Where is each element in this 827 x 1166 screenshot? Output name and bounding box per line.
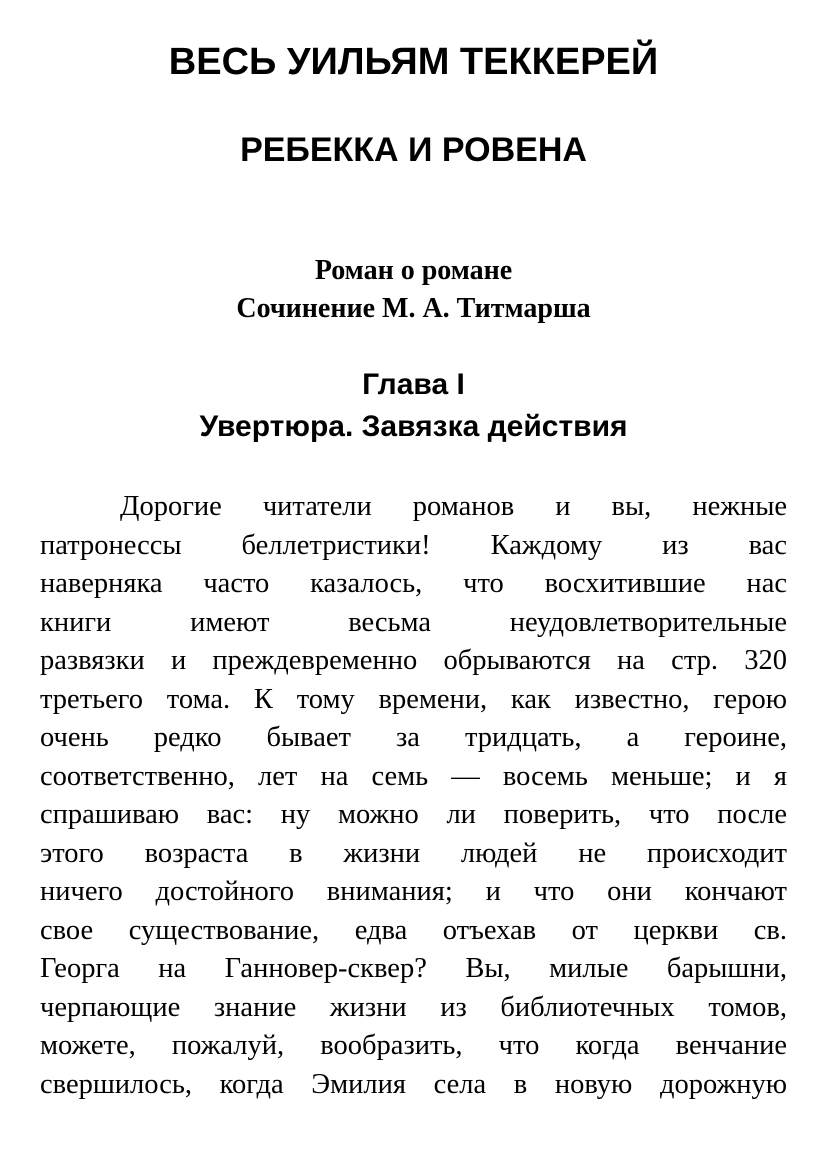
body-line: свершилось, когда Эмилия села в новую дорожную: [40, 1068, 787, 1100]
body-line: свое существование, едва отъехав от церкви св.: [40, 914, 787, 946]
body-line: Георга на Ганновер-сквер? Вы, милые барышни,: [40, 953, 787, 984]
body-line: ничего достойного внимания; и что они кончают: [40, 876, 787, 907]
body-line: патронессы беллетристики! Каждому из вас: [40, 529, 787, 561]
body-paragraph: [40, 488, 787, 1104]
subtitle-line-2: Сочинение М. А. Титмарша: [236, 293, 591, 324]
body-line: Дорогие читатели романов и вы, нежные: [120, 491, 787, 522]
chapter-number: Глава I: [362, 368, 465, 401]
body-line: книги имеют весьма неудовлетворительные: [40, 606, 787, 638]
chapter-title: Увертюра. Завязка действия: [199, 410, 628, 443]
book-title: РЕБЕККА И РОВЕНА: [240, 131, 587, 169]
body-line: развязки и преждевременно обрываются на стр. 320: [40, 645, 787, 676]
series-title: ВЕСЬ УИЛЬЯМ ТЕККЕРЕЙ: [168, 41, 659, 83]
body-line: можете, пожалуй, вообразить, что когда венчание: [40, 1030, 787, 1061]
subtitle-block: [0, 252, 827, 328]
body-line: наверняка часто казалось, что восхитившие нас: [40, 568, 787, 599]
body-line: третьего тома. К тому времени, как известно, герою: [40, 683, 787, 715]
subtitle-line-1: Роман о романе: [314, 255, 513, 286]
body-line: этого возраста в жизни людей не происходит: [40, 837, 787, 869]
body-line: соответственно, лет на семь — восемь меньше; и я: [40, 760, 787, 792]
body-line: очень редко бывает за тридцать, а героине,: [40, 722, 787, 753]
body-line: спрашиваю вас: ну можно ли поверить, что после: [40, 799, 787, 830]
body-line: черпающие знание жизни из библиотечных томов,: [40, 991, 787, 1023]
chapter-heading: [0, 364, 827, 448]
